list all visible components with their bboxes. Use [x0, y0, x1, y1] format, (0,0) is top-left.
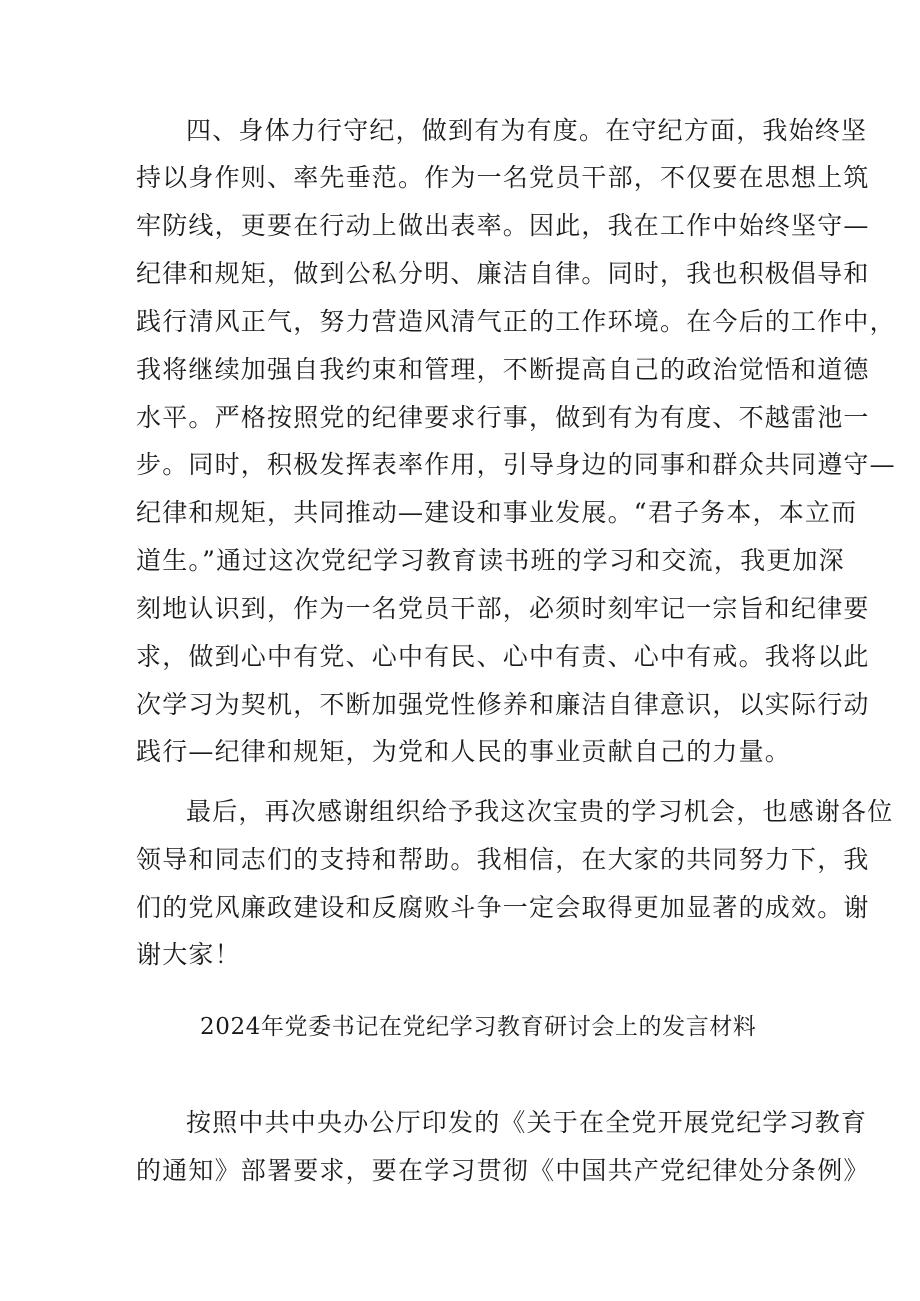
paragraph-line: 次学习为契机，不断加强党性修养和廉洁自律意识，以实际行动: [136, 690, 870, 719]
paragraph-line: 的通知》部署要求，要在学习贯彻《中国共产党纪律处分条例》: [136, 1156, 870, 1185]
paragraph-line: 牢防线，更要在行动上做出表率。因此，我在工作中始终坚守—: [136, 211, 870, 240]
paragraph-line: 最后，再次感谢组织给予我这次宝贵的学习机会，也感谢各位: [186, 797, 894, 826]
paragraph-line: 求，做到心中有党、心中有民、心中有责、心中有戒。我将以此: [136, 642, 870, 671]
paragraph-line: 持以身作则、率先垂范。作为一名党员干部，不仅要在思想上筑: [136, 163, 870, 192]
document-title: 2024年党委书记在党纪学习教育研讨会上的发言材料: [200, 1014, 757, 1040]
paragraph-line: 纪律和规矩，做到公私分明、廉洁自律。同时，我也积极倡导和: [136, 259, 870, 288]
paragraph-line: 步。同时，积极发挥表率作用，引导身边的同事和群众共同遵守—: [136, 450, 896, 479]
paragraph-line: 水平。严格按照党的纪律要求行事，做到有为有度、不越雷池一: [136, 403, 870, 432]
paragraph-line: 践行—纪律和规矩，为党和人民的事业贡献自己的力量。: [136, 737, 792, 766]
paragraph-line: 道生。”通过这次党纪学习教育读书班的学习和交流，我更加深: [136, 546, 845, 575]
paragraph-line: 刻地认识到，作为一名党员干部，必须时刻牢记一宗旨和纪律要: [136, 594, 870, 623]
paragraph-line: 按照中共中央办公厅印发的《关于在全党开展党纪学习教育: [186, 1108, 868, 1137]
paragraph-line: 纪律和规矩，共同推动—建设和事业发展。“君子务本，本立而: [136, 498, 858, 527]
paragraph-line: 践行清风正气，努力营造风清气正的工作环境。在今后的工作中，: [136, 307, 896, 336]
paragraph-line: 四、身体力行守纪，做到有为有度。在守纪方面，我始终坚: [186, 116, 868, 145]
paragraph-line: 们的党风廉政建设和反腐败斗争一定会取得更加显著的成效。谢: [136, 893, 870, 922]
paragraph-line: 谢大家！: [136, 940, 241, 969]
paragraph-line: 我将继续加强自我约束和管理，不断提高自己的政治觉悟和道德: [136, 355, 870, 384]
paragraph-line: 领导和同志们的支持和帮助。我相信，在大家的共同努力下，我: [136, 845, 870, 874]
